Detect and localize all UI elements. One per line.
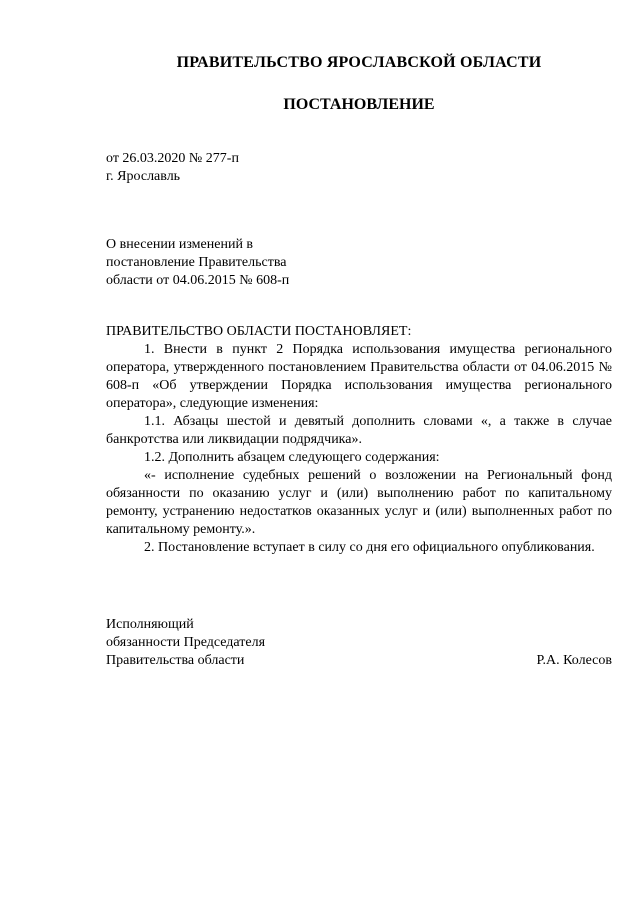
date-number: от 26.03.2020 № 277-п <box>106 151 239 166</box>
document-type-title: ПОСТАНОВЛЕНИЕ <box>283 96 435 113</box>
signatory-name: Р.А. Колесов <box>536 653 612 668</box>
paragraph-1-2: 1.2. Дополнить абзацем следующего содержания: <box>144 450 440 465</box>
subject-line-1: О внесении изменений в <box>106 237 254 252</box>
signature-line-3: Правительства области <box>106 653 245 668</box>
subject-line-2: постановление Правительства <box>106 255 287 270</box>
paragraph-2: 2. Постановление вступает в силу со дня его официального опубликования. <box>144 540 595 555</box>
city: г. Ярославль <box>106 169 181 184</box>
paragraph-1-2-quote: «- исполнение судебных решений о возложении на Региональный фонд обязанности по оказанию услуг и (или) выполнению работ по капитальному ремонту, устранению недостатков оказанных услуг и (или) выполненных работ по капитальному ремонту.». <box>106 468 612 537</box>
signature-line-1: Исполняющий <box>106 617 194 632</box>
paragraph-1-1: 1.1. Абзацы шестой и девятый дополнить словами «, а также в случае банкротства или ликвидации подрядчика». <box>106 414 612 447</box>
government-title: ПРАВИТЕЛЬСТВО ЯРОСЛАВСКОЙ ОБЛАСТИ <box>176 54 542 71</box>
subject-line-3: области от 04.06.2015 № 608-п <box>106 273 290 288</box>
document-body <box>106 323 612 557</box>
document-subject <box>106 236 289 290</box>
signature-block <box>106 616 612 670</box>
paragraph-1: 1. Внести в пункт 2 Порядка использования имущества регионального оператора, утвержденного постановлением Правительства области от 04.06.2015 № 608-п «Об утверждении Порядка использования имущества регионального оператора», следующие изменения: <box>106 342 612 411</box>
document-meta <box>106 150 239 186</box>
resolves-heading: ПРАВИТЕЛЬСТВО ОБЛАСТИ ПОСТАНОВЛЯЕТ: <box>106 324 412 339</box>
signature-line-2: обязанности Председателя <box>106 635 266 650</box>
signature-row <box>106 652 612 670</box>
